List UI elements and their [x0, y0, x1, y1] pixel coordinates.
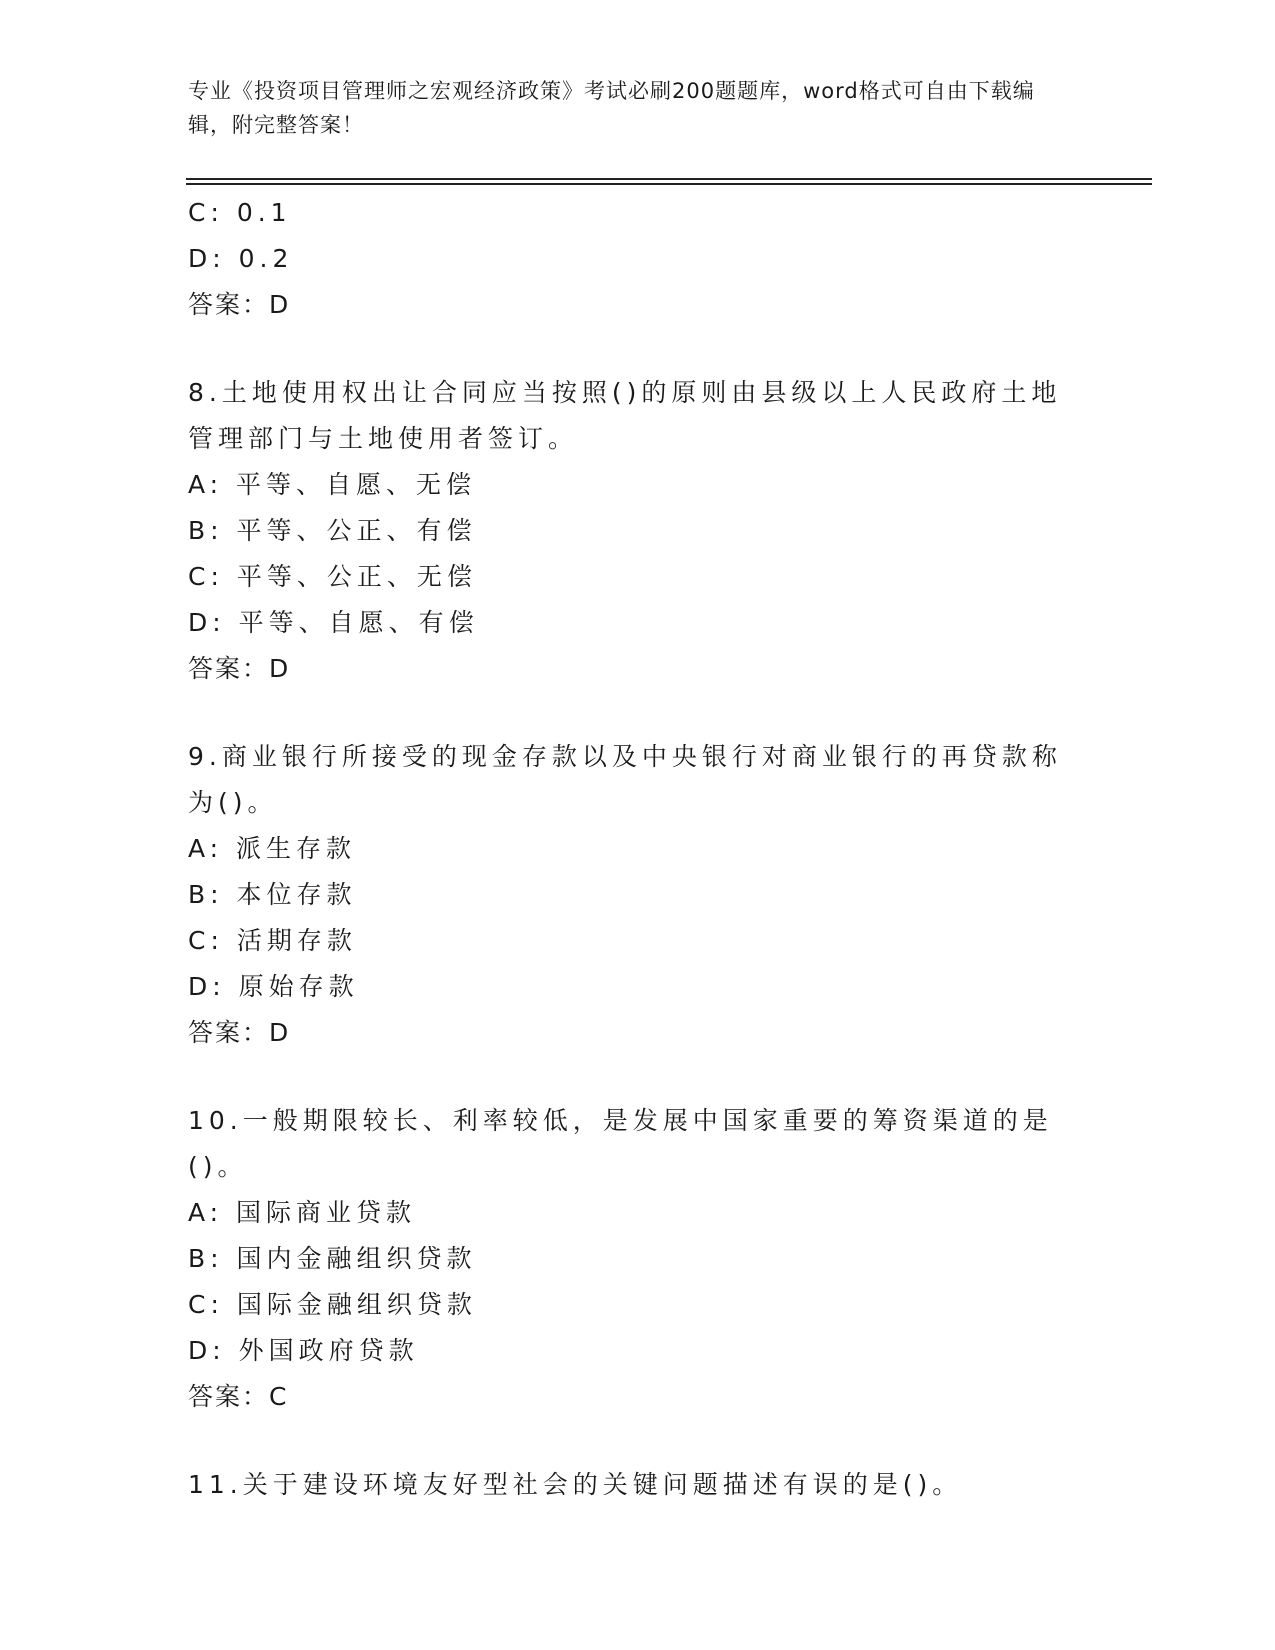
option-c: C: 国际金融组织贷款 — [188, 1290, 477, 1319]
option-d: D: 平等、自愿、有偿 — [188, 608, 479, 637]
answer: 答案：D — [188, 290, 291, 319]
option-b: B: 本位存款 — [188, 880, 357, 909]
question-9 — [188, 734, 1068, 1056]
option-b: B: 国内金融组织贷款 — [188, 1244, 477, 1273]
answer: 答案：D — [188, 1018, 291, 1047]
option-b: B: 平等、公正、有偿 — [188, 516, 477, 545]
page-header: 专业《投资项目管理师之宏观经济政策》考试必刷200题题库，word格式可自由下载编辑，附完整答案！ — [188, 79, 1035, 137]
option-d: D: 0.2 — [188, 244, 294, 273]
header-rule-bottom — [186, 183, 1152, 185]
option-c: C: 平等、公正、无偿 — [188, 562, 477, 591]
question-11 — [188, 1462, 1068, 1508]
option-c: C: 活期存款 — [188, 926, 357, 955]
question-text: 8.土地使用权出让合同应当按照()的原则由县级以上人民政府土地管理部门与土地使用者签订。 — [188, 378, 1062, 453]
question-list — [188, 190, 1068, 1508]
option-d: D: 外国政府贷款 — [188, 1336, 419, 1365]
answer: 答案：D — [188, 654, 291, 683]
question-7-tail — [188, 190, 1068, 328]
option-d: D: 原始存款 — [188, 972, 359, 1001]
question-text: 10.一般期限较长、利率较低，是发展中国家重要的筹资渠道的是()。 — [188, 1106, 1053, 1181]
question-8 — [188, 370, 1068, 692]
option-a: A: 平等、自愿、无偿 — [188, 470, 477, 499]
question-10 — [188, 1098, 1068, 1420]
header-rule-top — [186, 178, 1152, 180]
option-a: A: 国际商业贷款 — [188, 1198, 417, 1227]
option-a: A: 派生存款 — [188, 834, 357, 863]
option-c: C: 0.1 — [188, 198, 292, 227]
question-text: 9.商业银行所接受的现金存款以及中央银行对商业银行的再贷款称为()。 — [188, 742, 1062, 817]
answer: 答案：C — [188, 1382, 289, 1411]
question-text: 11.关于建设环境友好型社会的关键问题描述有误的是()。 — [188, 1470, 963, 1499]
